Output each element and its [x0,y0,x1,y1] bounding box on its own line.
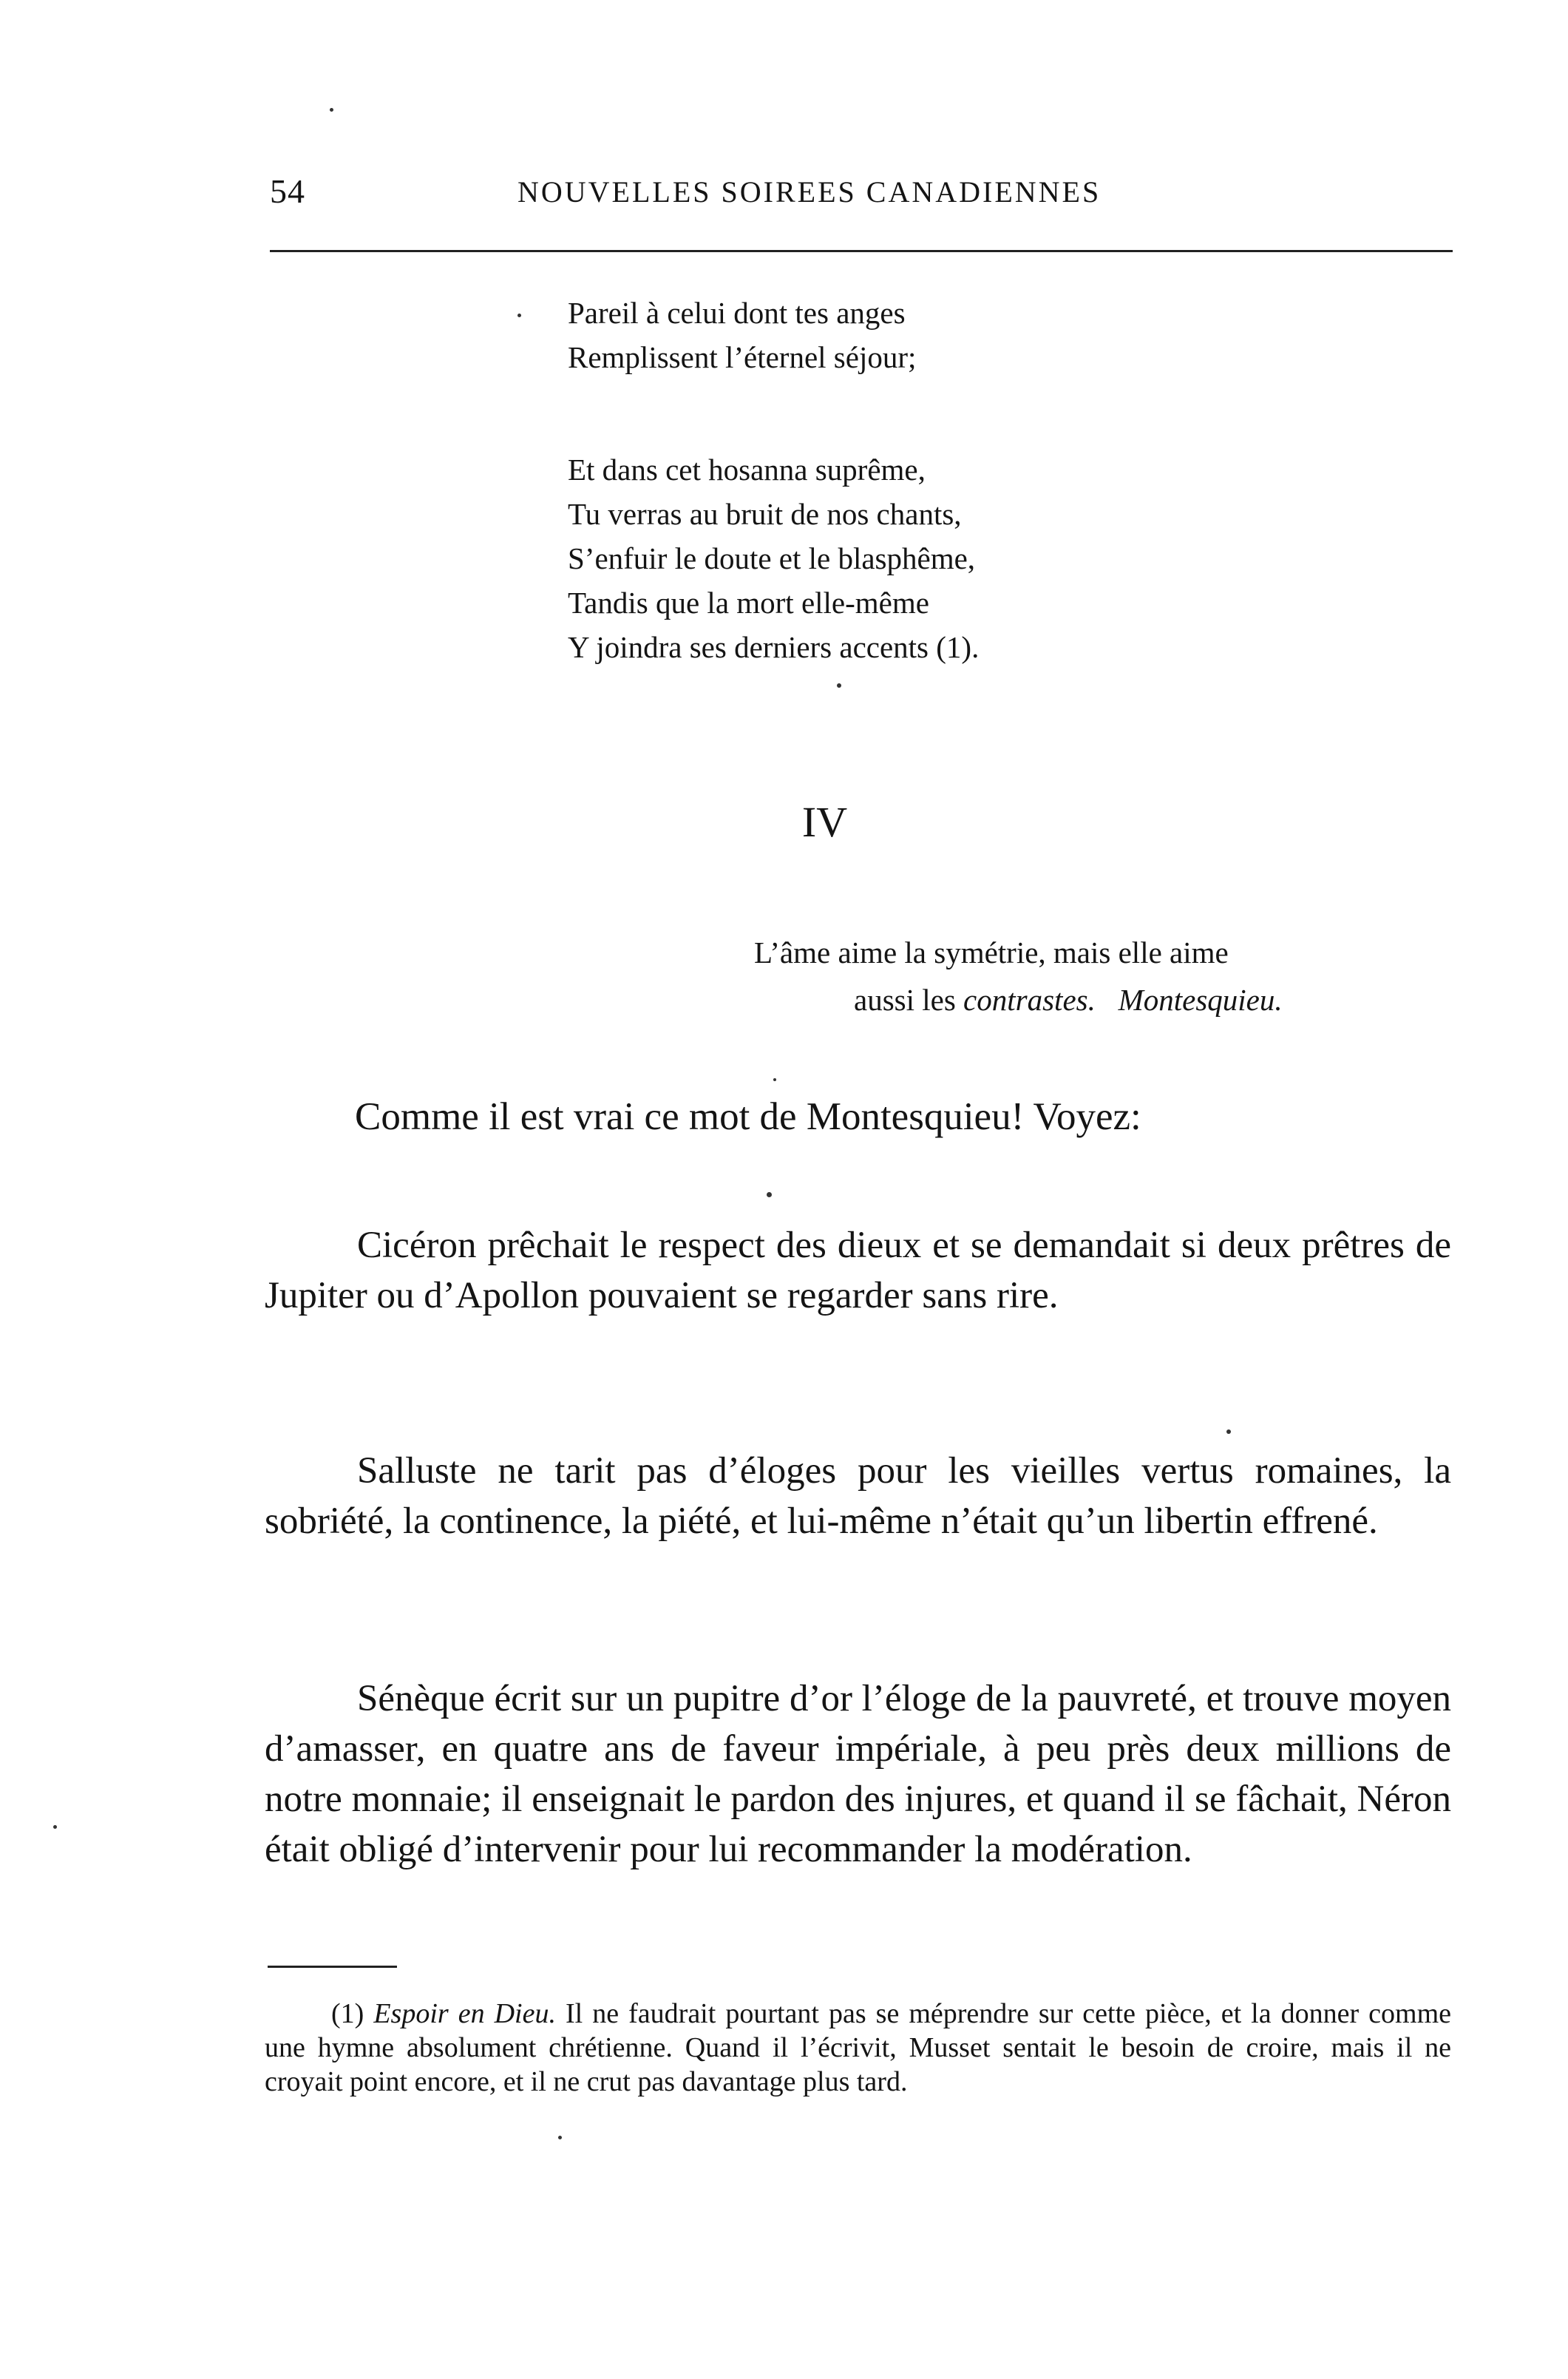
verse-line: Tu verras au bruit de nos chants, [568,497,962,531]
verse-line: Y joindra ses derniers accents (1). [568,630,980,664]
verse-line: Tandis que la mort elle-même [568,586,929,620]
ink-speck [773,1078,776,1081]
body-paragraph: Cicéron prêchait le respect des dieux et se demandait si deux prêtres de Jupiter ou d’Apollon pouvaient se regarder sans rire. [265,1225,1451,1316]
epigraph [754,929,1283,1023]
verse-line: Pareil à celui dont tes anges [568,296,906,330]
ink-speck [558,2136,562,2139]
ink-speck [330,108,333,112]
body-paragraph: Salluste ne tarit pas d’éloges pour les vieilles vertus romaines, la sobriété, la continence, la piété, et lui-même n’était qu’un libertin effrené. [265,1450,1451,1542]
epigraph-prefix: aussi les [854,983,964,1017]
verse-line: S’enfuir le doute et le blasphême, [568,541,976,575]
footnote-text: Il ne faudrait pourtant pas se méprendre sur cette pièce, et la donner comme une hymne absolument chrétienne. Quand il l’écrivit, Musset sentait le besoin de croire, mais il ne croyait point encore, et il ne crut pas davantage plus tard. [265,1998,1452,2097]
epigraph-line-1: L’âme aime la symétrie, mais elle aime [754,935,1229,969]
ink-speck [837,683,841,688]
lead-sentence: Comme il est vrai ce mot de Montesquieu! Voyez: [355,1095,1141,1138]
verse-stanza-2 [568,447,979,669]
section-heading: IV [801,798,848,846]
running-title: NOUVELLES SOIREES CANADIENNES [517,175,1102,209]
page-header [270,172,1453,223]
ink-speck [1226,1429,1231,1434]
header-rule [270,250,1453,252]
footnote-marker: (1) [331,1998,364,2029]
epigraph-italic-word: contrastes. [963,983,1096,1017]
epigraph-line-2 [754,976,1283,1023]
verse-stanza-1 [568,291,916,379]
verse-line: Et dans cet hosanna suprême, [568,453,926,487]
footnote-rule [268,1966,397,1968]
page-number: 54 [270,172,305,210]
footnote [265,1997,1451,2099]
epigraph-author: Montesquieu. [1118,983,1283,1017]
ink-speck [53,1825,57,1829]
footnote-title: Espoir en Dieu. [373,1998,556,2029]
verse-line: Remplissent l’éternel séjour; [568,340,917,374]
ink-speck [767,1192,772,1197]
ink-speck [517,314,521,317]
body-paragraph: Sénèque écrit sur un pupitre d’or l’éloge de la pauvreté, et trouve moyen d’amasser, en quatre ans de faveur impériale, à peu près deux millions de notre monnaie; il enseignait le pardon des injures, et quand il se fâchait, Néron était obligé d’intervenir pour lui recommander la modération. [265,1678,1451,1870]
